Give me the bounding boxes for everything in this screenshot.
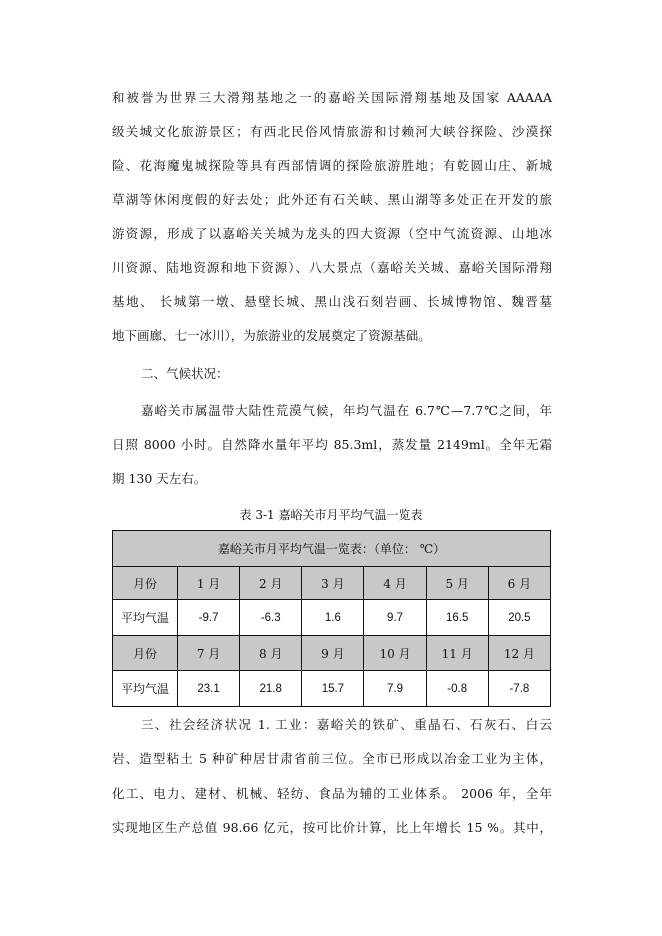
temp-cell: 20.5	[488, 600, 550, 636]
temp-row-label: 平均气温	[113, 671, 178, 707]
month-cell: 1 月	[178, 567, 240, 600]
paragraph-line: 级关城文化旅游景区；有西北民俗风情旅游和讨赖河大峡谷探险、沙漠探	[112, 124, 552, 139]
paragraph-line: 化工、电力、建材、机械、轻纺、食品为辅的工业体系。 2006 年，全年	[112, 786, 552, 801]
section-heading: 二、气候状况：	[141, 366, 229, 381]
table-row	[113, 567, 551, 600]
paragraph-line: 游资源，形成了以嘉峪关关城为龙头的四大资源（空中气流资源、山地冰	[112, 226, 552, 241]
month-cell: 8 月	[240, 636, 302, 671]
paragraph-line: 和被誉为世界三大滑翔基地之一的嘉峪关国际滑翔基地及国家 AAAAA	[112, 90, 552, 105]
table-caption: 表 3-1 嘉峪关市月平均气温一览表	[239, 508, 423, 522]
temp-cell: 16.5	[426, 600, 488, 636]
month-cell: 12 月	[488, 636, 550, 671]
month-cell: 6 月	[488, 567, 550, 600]
month-row-label: 月份	[113, 636, 178, 671]
month-cell: 2 月	[240, 567, 302, 600]
temp-cell: 23.1	[178, 671, 240, 707]
table-row	[113, 600, 551, 636]
paragraph-line: 三、社会经济状况 1. 工业：嘉峪关的铁矿、重晶石、石灰石、白云	[141, 717, 552, 732]
temp-row-label: 平均气温	[113, 600, 178, 636]
paragraph-line: 期 130 天左右。	[112, 471, 207, 486]
temp-cell: 7.9	[364, 671, 426, 707]
paragraph-line: 地下画廊、七一冰川），为旅游业的发展奠定了资源基础。	[112, 328, 431, 343]
paragraph-line: 日照 8000 小时。自然降水量年平均 85.3ml，蒸发量 2149ml。全年无霜	[112, 437, 552, 452]
temp-cell: -9.7	[178, 600, 240, 636]
paragraph-line: 险、花海魔鬼城探险等具有西部情调的探险旅游胜地；有乾圆山庄、新城	[112, 158, 552, 173]
temp-cell: -6.3	[240, 600, 302, 636]
paragraph-line: 草湖等休闲度假的好去处；此外还有石关峡、黑山湖等多处正在开发的旅	[112, 192, 552, 207]
month-cell: 4 月	[364, 567, 426, 600]
month-cell: 7 月	[178, 636, 240, 671]
month-cell: 5 月	[426, 567, 488, 600]
temperature-table	[112, 530, 551, 707]
temp-cell: 1.6	[302, 600, 364, 636]
temp-cell: -0.8	[426, 671, 488, 707]
month-cell: 3 月	[302, 567, 364, 600]
paragraph-line: 岩、造型粘土 5 种矿种居甘肃省前三位。全市已形成以冶金工业为主体，	[112, 751, 552, 766]
temp-cell: 21.8	[240, 671, 302, 707]
month-row-label: 月份	[113, 567, 178, 600]
temp-cell: 15.7	[302, 671, 364, 707]
paragraph-line: 基地、 长城第一墩、悬壁长城、黑山浅石刻岩画、长城博物馆、魏晋墓	[112, 294, 552, 309]
paragraph-line: 实现地区生产总值 98.66 亿元，按可比价计算，比上年增长 15 %。其中，	[112, 820, 552, 835]
table-title: 嘉峪关市月平均气温一览表：（单位： ℃）	[113, 531, 551, 567]
paragraph-line: 嘉峪关市属温带大陆性荒漠气候，年均气温在 6.7℃—7.7℃之间，年	[141, 403, 552, 418]
table-title-row	[113, 531, 551, 567]
month-cell: 9 月	[302, 636, 364, 671]
table-row	[113, 636, 551, 671]
month-cell: 11 月	[426, 636, 488, 671]
temp-cell: -7.8	[488, 671, 550, 707]
temp-cell: 9.7	[364, 600, 426, 636]
table-row	[113, 671, 551, 707]
paragraph-line: 川资源、陆地资源和地下资源）、八大景点（嘉峪关关城、嘉峪关国际滑翔	[112, 260, 552, 275]
month-cell: 10 月	[364, 636, 426, 671]
